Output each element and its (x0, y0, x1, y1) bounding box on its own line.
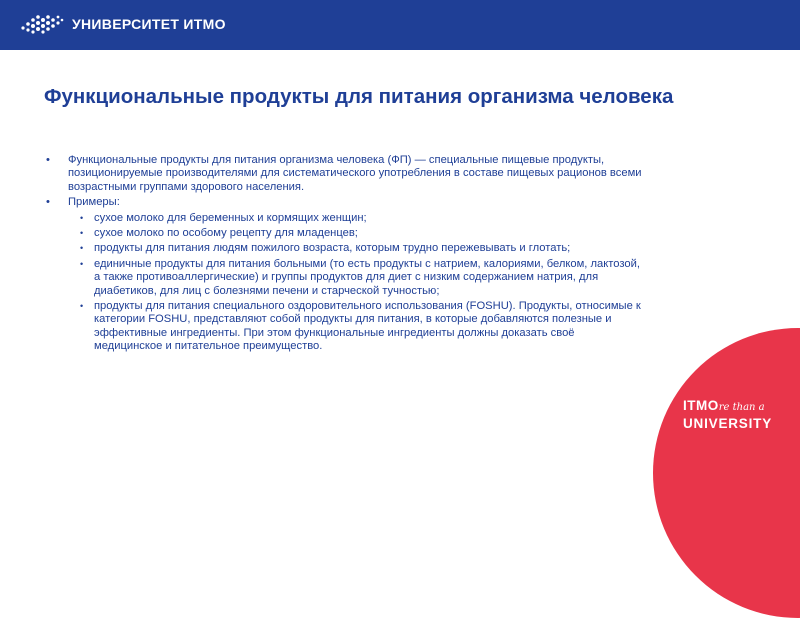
sub-bullet-item: • продукты для питания специального оздоровительного использования (FOSHU). Продукты, относимые к категории FOSHU, представляют собой продукты для питания, в которые добавляются полезные и эффективные ингредиенты. При этом функциональные ингредиенты должны доказать своё медицинское и питательное преимущество. (68, 300, 644, 354)
header-bar (0, 0, 800, 50)
corner-badge-text (683, 398, 772, 432)
badge-tagline: re than a (718, 402, 765, 413)
university-logo[interactable] (20, 13, 226, 35)
bullet-item-examples (44, 196, 644, 353)
sub-bullet-item: • сухое молоко для беременных и кормящих женщин; (68, 212, 644, 225)
badge-brand: ITMO (683, 398, 719, 413)
slide-body (44, 154, 644, 356)
itmo-dots-logo-icon (20, 13, 64, 35)
sub-bullet-list (68, 212, 644, 354)
logo-text: УНИВЕРСИТЕТ ИТМО (72, 16, 226, 32)
slide-title: Функциональные продукты для питания организма человека (44, 85, 674, 108)
sub-bullet-item: • продукты для питания людям пожилого возраста, которым трудно пережевывать и глотать; (68, 242, 644, 255)
bullet-text: Примеры: (68, 196, 120, 209)
sub-bullet-item: • сухое молоко по особому рецепту для младенцев; (68, 227, 644, 240)
bullet-list (44, 154, 644, 354)
badge-line-2: UNIVERSITY (683, 416, 773, 431)
corner-badge-circle (653, 328, 800, 618)
sub-bullet-item: • единичные продукты для питания больными (то есть продукты с натрием, калориями, белком, лактозой, а также противоаллергические) и группы продуктов для диет с низким содержанием натрия, для диабетиков, для лиц с болезнями печени и старческой тучностью; (68, 258, 644, 298)
bullet-text: Функциональные продукты для питания организма человека (ФП) — специальные пищевые продукты, позиционируемые производителями для систематического употребления в составе пищевых рационов всеми возрастными группами здорового населения. (68, 154, 642, 193)
bullet-item-definition (44, 154, 644, 194)
badge-line-1 (683, 398, 772, 416)
